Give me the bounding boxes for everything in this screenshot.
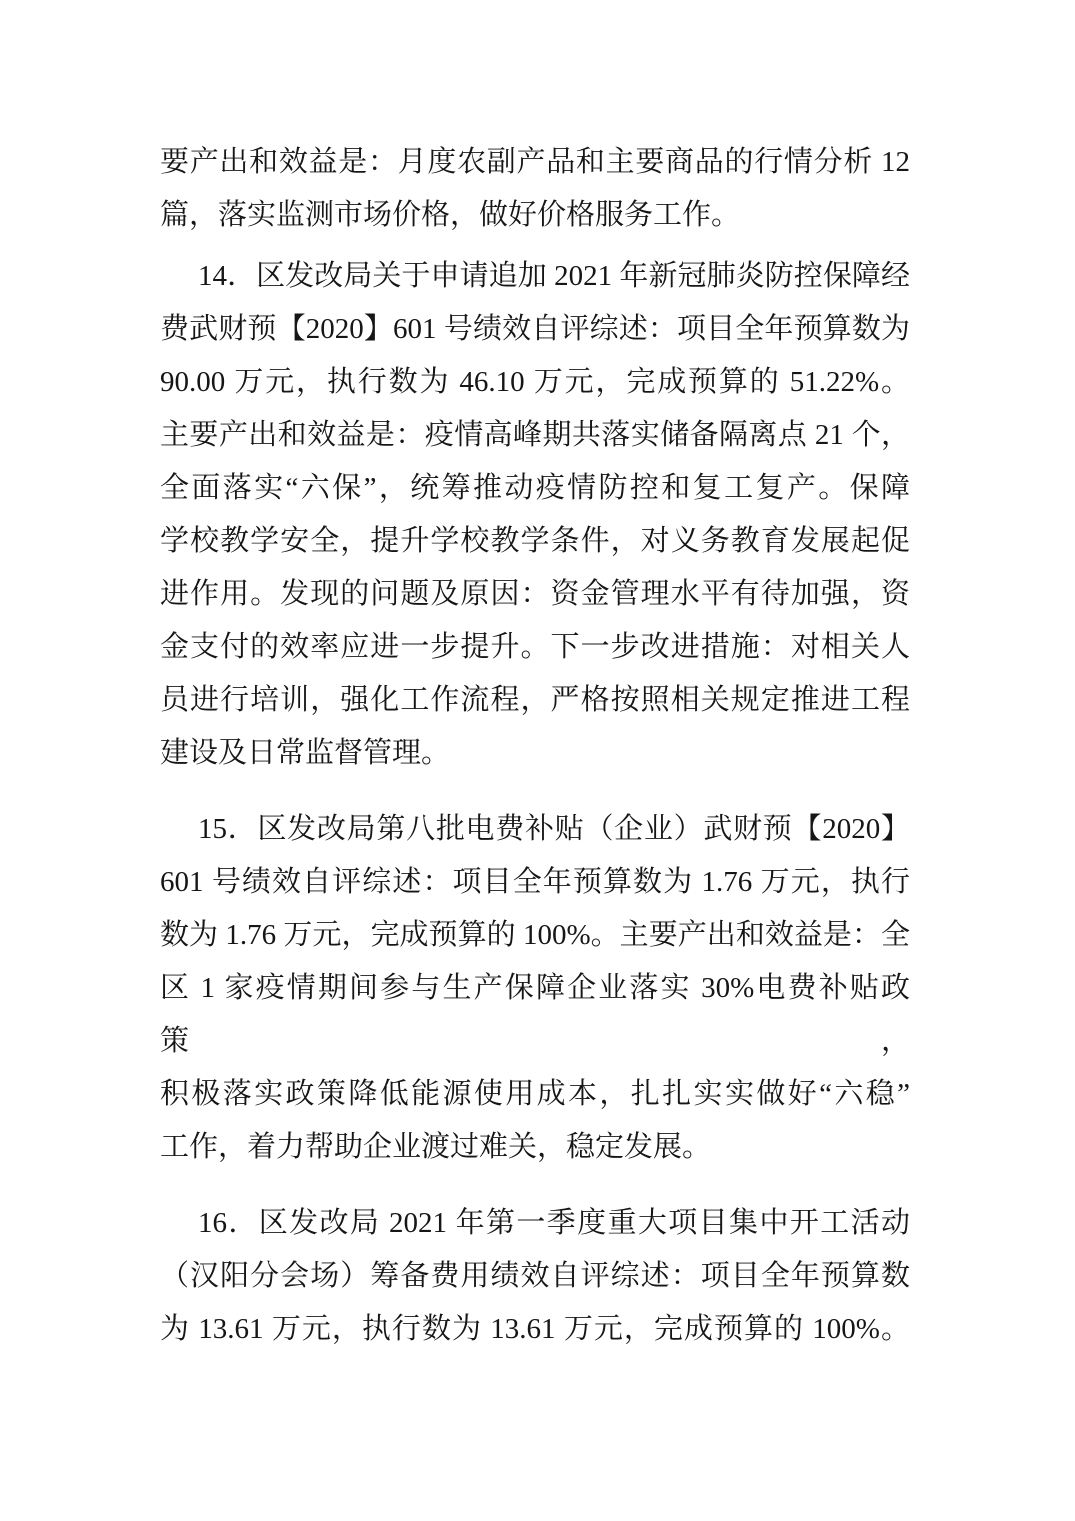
- text-line: 为 13.61 万元，执行数为 13.61 万元，完成预算的 100%。: [160, 1313, 910, 1345]
- text-line: 金支付的效率应进一步提升。下一步改进措施：对相关人: [160, 631, 910, 663]
- paragraph-14: [160, 250, 910, 780]
- paragraph-15: [160, 803, 910, 1174]
- text-line: 工作，着力帮助企业渡过难关，稳定发展。: [160, 1131, 712, 1163]
- text-line: 数为 1.76 万元，完成预算的 100%。主要产出和效益是：全: [160, 919, 910, 951]
- text-line: 14．区发改局关于申请追加 2021 年新冠肺炎防控保障经: [198, 260, 910, 292]
- paragraph-13-continuation: [160, 136, 910, 242]
- text-line: 16．区发改局 2021 年第一季度重大项目集中开工活动: [198, 1207, 910, 1239]
- text-line: 全面落实“六保”，统筹推动疫情防控和复工复产。保障: [160, 472, 910, 504]
- text-line: （汉阳分会场）筹备费用绩效自评综述：项目全年预算数: [160, 1260, 910, 1292]
- text-line: 15．区发改局第八批电费补贴（企业）武财预【2020】: [198, 813, 910, 845]
- text-line: 90.00 万元，执行数为 46.10 万元，完成预算的 51.22%。: [160, 366, 910, 398]
- text-line: 员进行培训，强化工作流程，严格按照相关规定推进工程: [160, 684, 910, 716]
- text-line: 篇，落实监测市场价格，做好价格服务工作。: [160, 199, 741, 231]
- paragraph-16: [160, 1197, 910, 1356]
- text-line: 区 1 家疫情期间参与生产保障企业落实 30%电费补贴政策，: [160, 972, 910, 1057]
- text-line: 费武财预【2020】601 号绩效自评综述：项目全年预算数为: [160, 313, 910, 345]
- document-content: [160, 136, 910, 1356]
- text-line: 主要产出和效益是：疫情高峰期共落实储备隔离点 21 个，: [160, 419, 910, 451]
- text-line: 学校教学安全，提升学校教学条件，对义务教育发展起促: [160, 525, 910, 557]
- text-line: 进作用。发现的问题及原因：资金管理水平有待加强，资: [160, 578, 910, 610]
- text-line: 建设及日常监督管理。: [160, 737, 451, 769]
- text-line: 601 号绩效自评综述：项目全年预算数为 1.76 万元，执行: [160, 866, 910, 898]
- text-line: 积极落实政策降低能源使用成本，扎扎实实做好“六稳”: [160, 1078, 910, 1110]
- text-line: 要产出和效益是：月度农副产品和主要商品的行情分析 12: [160, 146, 910, 178]
